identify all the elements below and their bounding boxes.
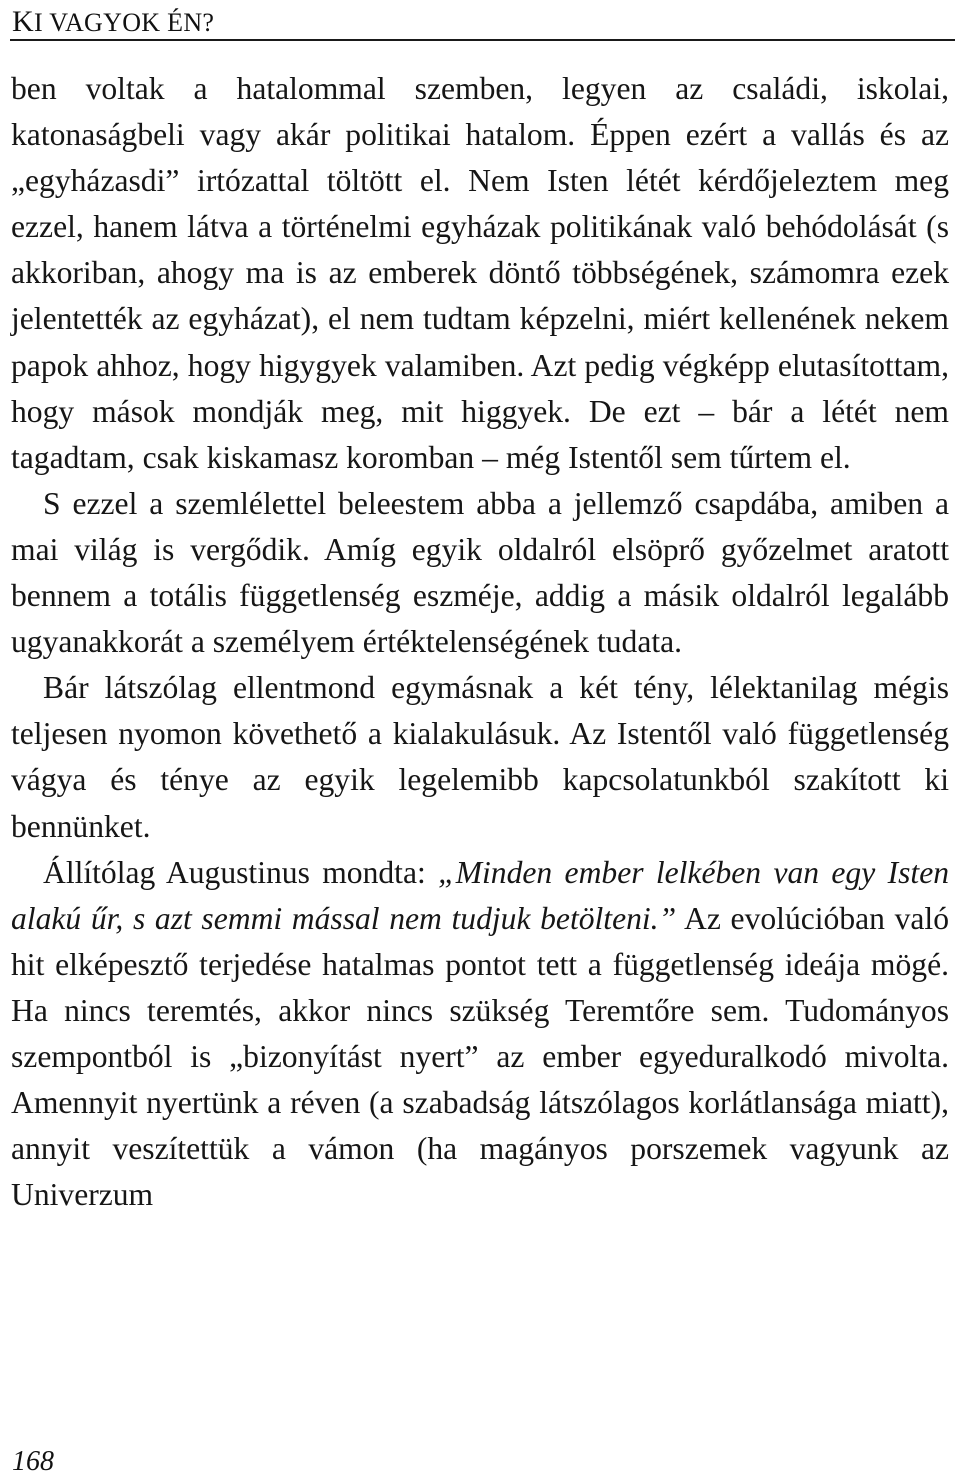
paragraph-4-rest: Az evolúcióban való hit elképesztő terjedése hatalmas pontot tett a függetlenség ideája mögé. Ha nincs teremtés, akkor nincs szükség Teremtőre sem. Tudományos szempontból is „bizonyítást nyert” az ember egyeduralkodó mivolta. Amennyit nyertünk a réven (a szabadság látszólagos korlátlansága miatt), annyit veszítettük a vámon (ha magányos porszemek vagyunk az Univerzum: [11, 900, 949, 1213]
header-rule: [10, 39, 955, 41]
body-text: [11, 66, 949, 1218]
paragraph-4: [11, 850, 949, 1219]
augustinus-quote: „Minden ember lelkében van egy Isten alakú űr, s azt semmi mással nem tudjuk betölteni.”: [11, 854, 950, 936]
paragraph-1: ben voltak a hatalommal szemben, legyen az családi, iskolai, katonaságbeli vagy akár politikai hatalom. Éppen ezért a vallás és az „egyházasdi” irtózattal töltött el. Nem Isten létét kérdőjeleztem meg ezzel, hanem látva a történelmi egyházak politikának való behódolását (s akkoriban, ahogy ma is az emberek döntő többségének, számomra ezek jelentették az egyházat), el nem tudtam képzelni, miért kellenének nekem papok ahhoz, hogy higygyek valamiben. Azt pedig végképp elutasítottam, hogy mások mondják meg, mit higgyek. De ezt – bár a létét nem tagadtam, csak kiskamasz koromban – még Istentől sem tűrtem el.: [11, 71, 949, 475]
paragraph-4-lead: Állítólag Augustinus mondta:: [43, 854, 439, 890]
paragraph-2: S ezzel a szemlélettel beleestem abba a jellemző csapdába, amiben a mai világ is vergődik. Amíg egyik oldalról elsöprő győzelmet aratott bennem a totális függetlenség eszméje, addig a másik oldalról legalább ugyanakkorát a személyem értéktelenségének tudata.: [11, 485, 949, 660]
running-head-rest: I VAGYOK ÉN?: [33, 8, 215, 37]
running-head: [12, 6, 214, 39]
page-number: 168: [12, 1446, 54, 1477]
paragraph-3: Bár látszólag ellentmond egymásnak a két tény, lélektanilag mégis teljesen nyomon követhető a kialakulásuk. Az Istentől való függetlenség vágya és ténye az egyik legelemibb kapcsolatunkból szakított ki bennünket.: [11, 670, 949, 844]
running-head-initial: K: [12, 5, 34, 38]
